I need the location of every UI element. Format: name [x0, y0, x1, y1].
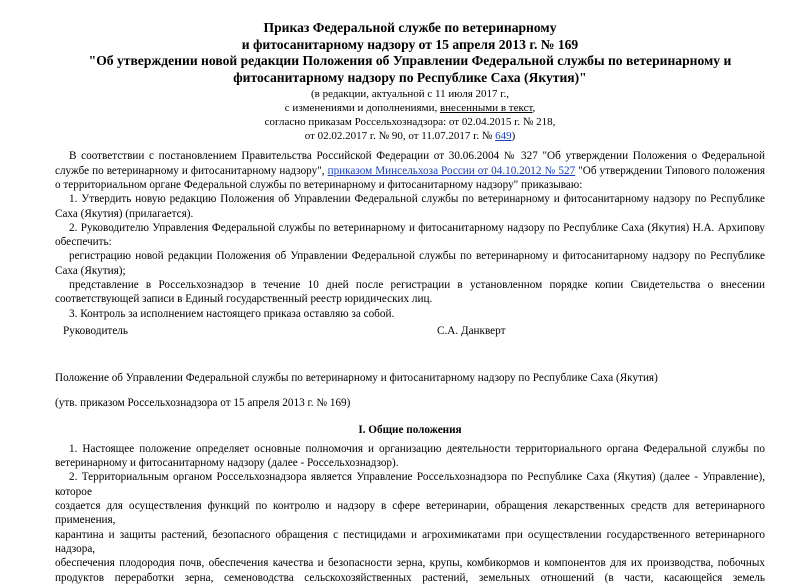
- edition-line: [55, 101, 765, 115]
- paragraph-line: обеспечения плодородия почв, обеспечения качества и безопасности зерна, крупы, комбикормов и компонентов для их производства, побочных: [55, 557, 765, 570]
- signature-block: [55, 324, 765, 339]
- order-item-2: 2. Руководителю Управления Федеральной службы по ветеринарному и фитосанитарному надзору по Республике Саха (Якутия) Н.А. Архипову обеспечить:: [55, 221, 765, 249]
- order-item-2a: регистрацию новой редакции Положения об Управлении Федеральной службы по ветеринарному и фитосанитарному надзору по Республике Саха (Якутия);: [55, 250, 765, 277]
- preamble-paragraph: [55, 149, 765, 192]
- preamble-text: В соответствии с постановлением Правительства Российской Федерации от 30.06.2004 № 327 "Об утверждении Положения о Федеральной службе по ветеринарному и фитосанитарному надзору",: [55, 150, 765, 177]
- signer-name: С.А. Данкверт: [437, 324, 506, 337]
- order-item-2b: представление в Россельхознадзор в течение 10 дней после регистрации в установленном порядке копии Свидетельства о внесении соответствующей записи в Единый государственный реестр юридических лиц.: [55, 279, 765, 306]
- edition-line: согласно приказам Россельхознадзора: от 02.04.2015 г. № 218,: [264, 116, 556, 129]
- signer-role: Руководитель: [63, 324, 128, 337]
- order-item-3: 3. Контроль за исполнением настоящего приказа оставляю за собой.: [69, 307, 395, 320]
- annex-paragraph-1: 1. Настоящее положение определяет основные полномочия и организацию деятельности территориального органа Федеральной службы по ветеринарному и фитосанитарному надзору (далее - Россельхознадзор).: [55, 442, 765, 470]
- paragraph-line: 2. Территориальным органом Россельхознадзора является Управление Россельхознадзора по Республике Саха (Якутия) (далее - Управление), которое: [55, 471, 765, 498]
- edition-line: [55, 129, 765, 143]
- title-line: фитосанитарному надзору по Республике Саха (Якутия)": [233, 69, 587, 85]
- paragraph-line: карантина и защиты растений, безопасного обращения с пестицидами и агрохимикатами при осуществлении государственного ветеринарного надзора,: [55, 528, 765, 555]
- edition-line: (в редакции, актуальной с 11 июля 2017 г.,: [310, 88, 510, 101]
- document-title: [55, 20, 765, 86]
- order-item-1: 1. Утвердить новую редакцию Положения об Управлении Федеральной службы по ветеринарному и фитосанитарному надзору по Республике Саха (Якутия) (прилагается).: [55, 193, 765, 220]
- preamble-text: "Об утверждении Типового положения о территориальном органе Федеральной службы по ветеринарному и фитосанитарному надзору" приказываю:: [55, 164, 765, 191]
- minselhoz-order-link[interactable]: приказом Минсельхоза России от 04.10.2012 № 527: [327, 164, 576, 177]
- annex-approval: (утв. приказом Россельхознадзора от 15 апреля 2013 г. № 169): [55, 397, 351, 410]
- edition-text: с изменениями и дополнениями,: [284, 102, 440, 115]
- section-heading: I. Общие положения: [358, 423, 462, 436]
- annex-paragraph-2: [55, 470, 765, 584]
- title-line: "Об утверждении новой редакции Положения об Управлении Федеральной службы по ветеринарному и: [88, 53, 732, 69]
- annex-title: Положение об Управлении Федеральной службы по ветеринарному и фитосанитарному надзору по Республике Саха (Якутия): [55, 371, 658, 384]
- edition-note: [55, 87, 765, 143]
- changes-link[interactable]: внесенными в текст: [439, 102, 533, 115]
- title-line: и фитосанитарному надзору от 15 апреля 2013 г. № 169: [241, 36, 579, 52]
- paragraph-line: продуктов переработки зерна, семеноводства сельскохозяйственных растений, земельных отношений (в части, касающейся земель: [55, 571, 765, 584]
- title-line: Приказ Федеральной службе по ветеринарному: [263, 20, 557, 35]
- edition-text: ,: [532, 102, 536, 115]
- edition-text: ): [511, 130, 516, 143]
- paragraph-line: создается для осуществления функций по контролю и надзору в сфере ветеринарии, обращения лекарственных средств для ветеринарного применения,: [55, 500, 765, 527]
- edition-text: от 02.02.2017 г. № 90, от 11.07.2017 г. №: [304, 130, 496, 143]
- order-649-link[interactable]: 649: [495, 130, 512, 143]
